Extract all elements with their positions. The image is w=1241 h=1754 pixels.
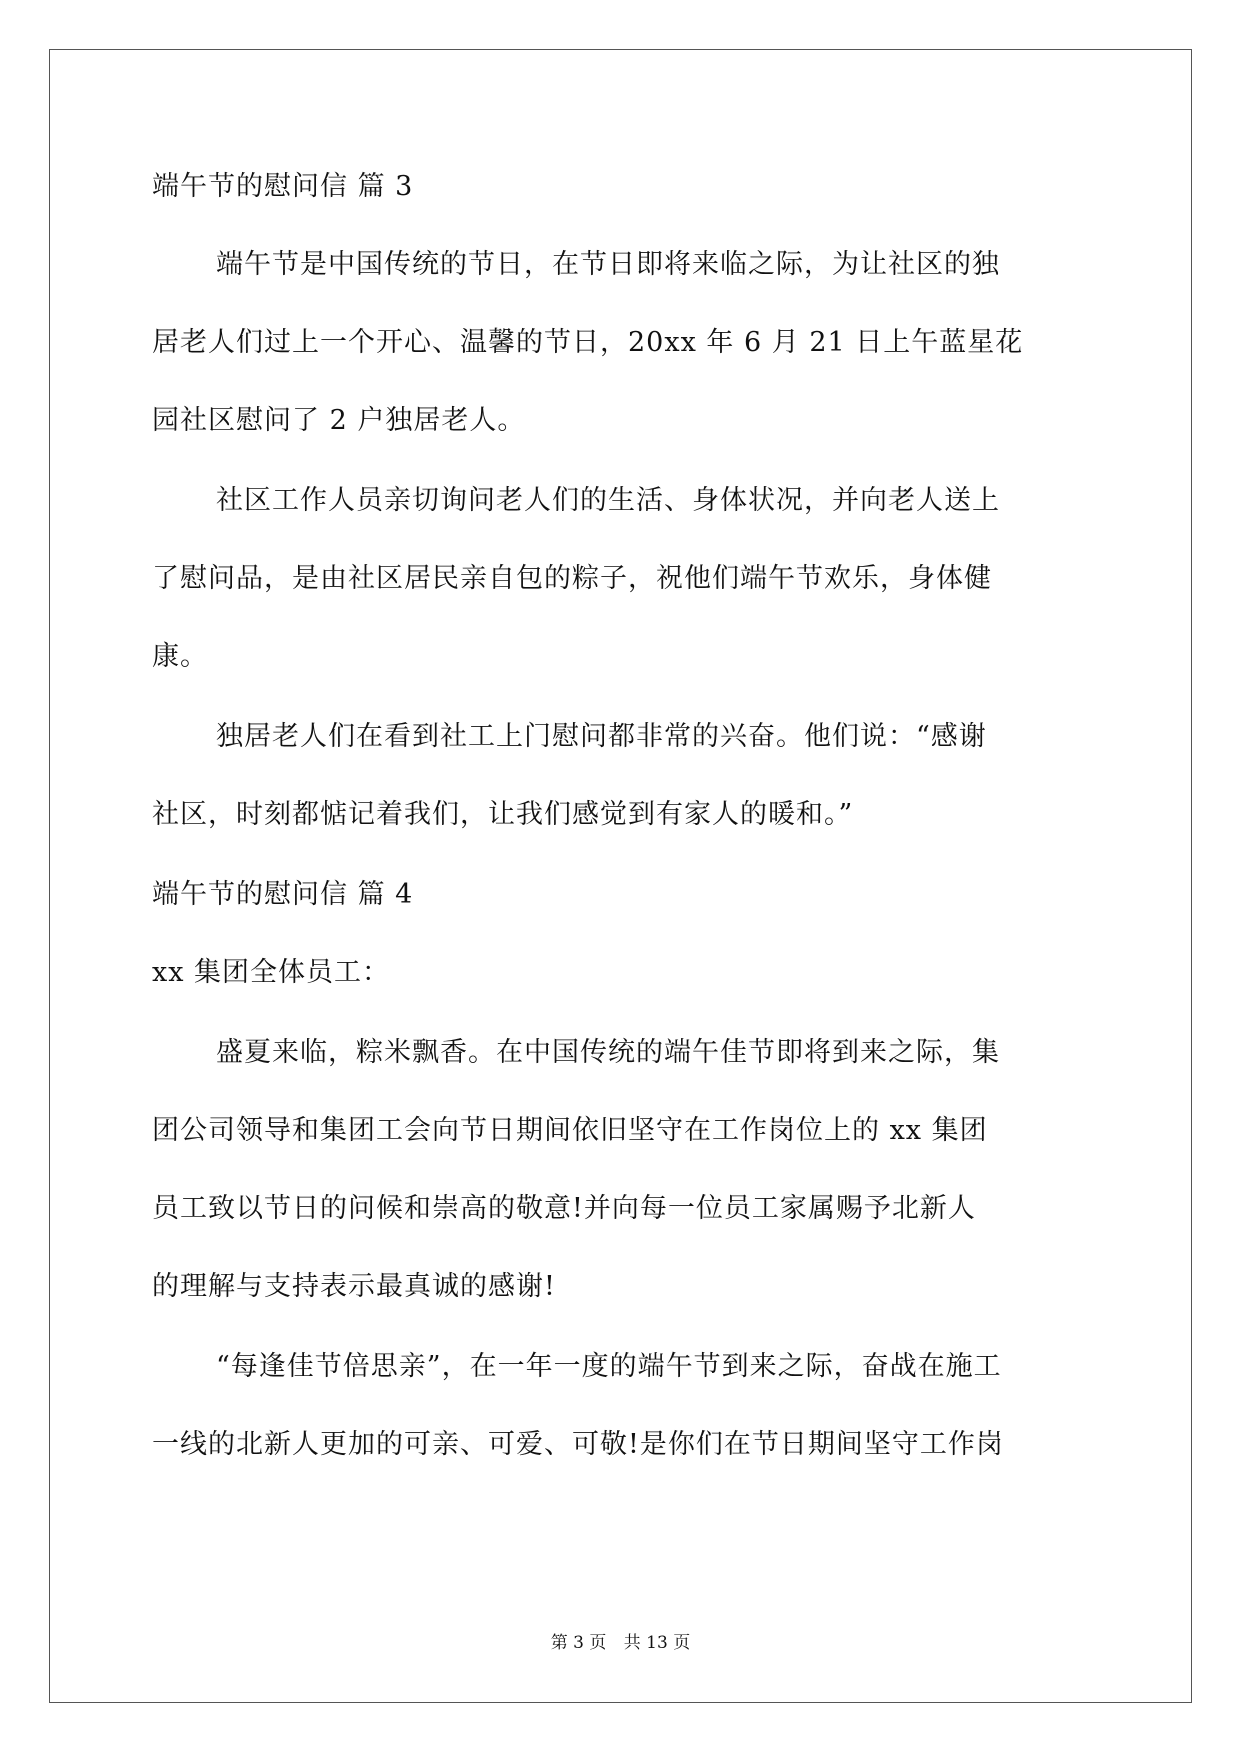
paragraph xyxy=(152,954,1092,992)
paragraph-line: 居老人们过上一个开心、温馨的节日，20xx 年 6 月 21 日上午蓝星花 xyxy=(152,327,1024,358)
section-heading xyxy=(152,876,1092,914)
section-heading xyxy=(152,168,1092,206)
document-body xyxy=(152,168,1092,1506)
paragraph xyxy=(152,1348,1092,1464)
paragraph-line: 社区，时刻都惦记着我们，让我们感觉到有家人的暖和。” xyxy=(152,799,854,830)
page-number: 第 3 页 xyxy=(550,1633,607,1653)
paragraph-line: 了慰问品，是由社区居民亲自包的粽子，祝他们端午节欢乐，身体健 xyxy=(152,563,992,594)
paragraph-line: 员工致以节日的问候和崇高的敬意!并向每一位员工家属赐予北新人 xyxy=(152,1193,976,1224)
paragraph-line: “每逢佳节倍思亲”，在一年一度的端午节到来之际，奋战在施工 xyxy=(216,1351,1002,1382)
paragraph xyxy=(152,1034,1092,1306)
paragraph-line: 团公司领导和集团工会向节日期间依旧坚守在工作岗位上的 xx 集团 xyxy=(152,1115,988,1146)
page-total: 共 13 页 xyxy=(623,1633,691,1653)
paragraph-line: 康。 xyxy=(152,641,208,672)
paragraph-line: 一线的北新人更加的可亲、可爱、可敬!是你们在节日期间坚守工作岗 xyxy=(152,1429,1004,1460)
paragraph xyxy=(152,718,1092,834)
paragraph-line: 社区工作人员亲切询问老人们的生活、身体状况，并向老人送上 xyxy=(216,485,1000,516)
paragraph xyxy=(152,246,1092,440)
paragraph-line: 端午节是中国传统的节日，在节日即将来临之际，为让社区的独 xyxy=(216,249,1000,280)
paragraph xyxy=(152,482,1092,676)
paragraph-line: 的理解与支持表示最真诚的感谢! xyxy=(152,1271,556,1302)
heading-text: 端午节的慰问信 篇 4 xyxy=(152,879,414,910)
paragraph-line: 盛夏来临，粽米飘香。在中国传统的端午佳节即将到来之际，集 xyxy=(216,1037,1000,1068)
heading-text: 端午节的慰问信 篇 3 xyxy=(152,171,414,202)
paragraph-line: xx 集团全体员工： xyxy=(152,957,391,988)
page-footer xyxy=(0,1631,1241,1655)
paragraph-line: 园社区慰问了 2 户独居老人。 xyxy=(152,405,526,436)
paragraph-line: 独居老人们在看到社工上门慰问都非常的兴奋。他们说：“感谢 xyxy=(216,721,987,752)
